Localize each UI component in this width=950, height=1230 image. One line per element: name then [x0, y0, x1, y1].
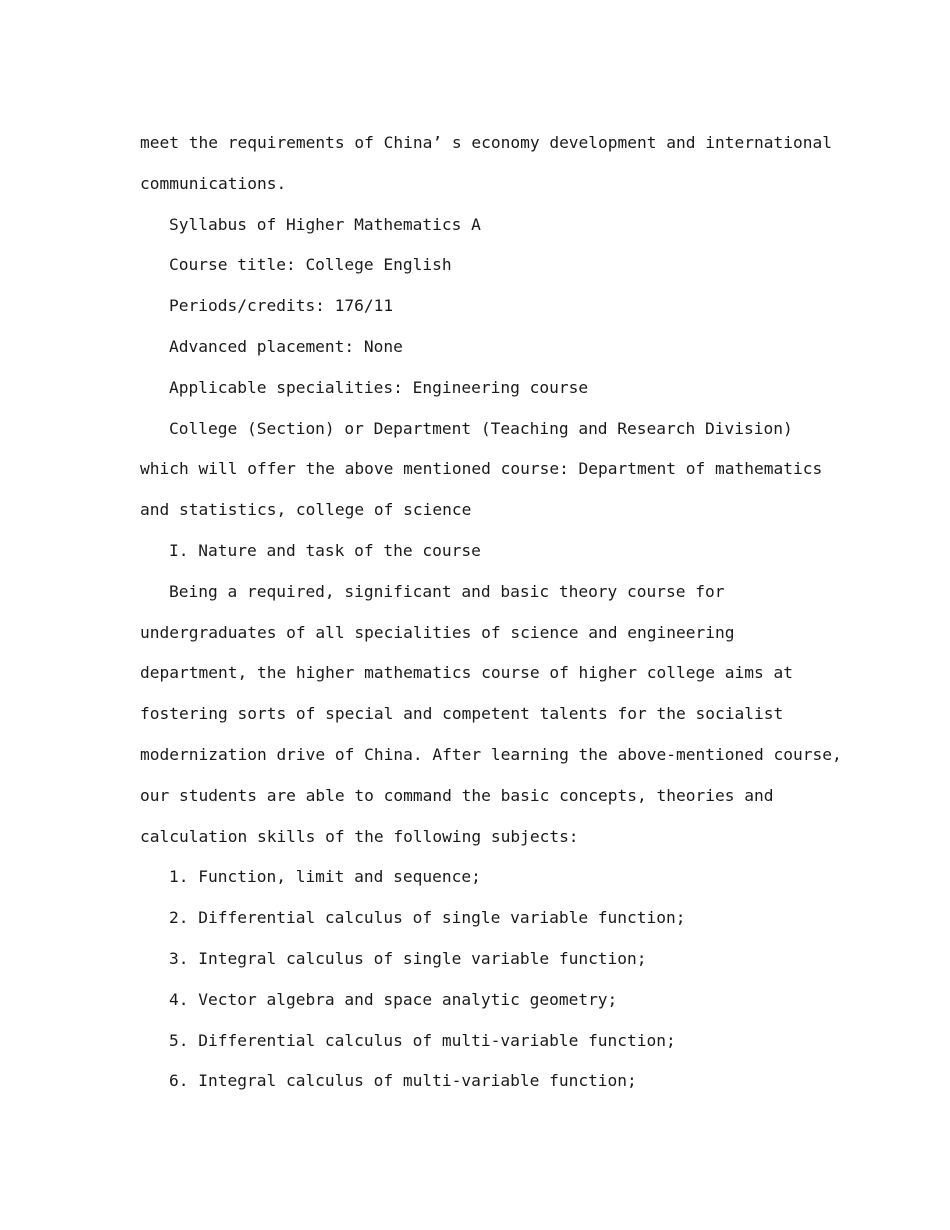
- text-line: our students are able to command the basic concepts, theories and: [140, 785, 774, 805]
- document-body: [140, 123, 842, 1102]
- text-line: fostering sorts of special and competent talents for the socialist: [140, 704, 784, 724]
- text-line: undergraduates of all specialities of science and engineering: [140, 622, 735, 642]
- section-heading: I. Nature and task of the course: [169, 540, 481, 560]
- list-item: 5. Differential calculus of multi-variable function;: [169, 1030, 676, 1050]
- text-line: calculation skills of the following subjects:: [140, 826, 579, 846]
- advanced-placement: Advanced placement: None: [169, 336, 403, 356]
- text-line: meet the requirements of China’ s economy development and international: [140, 133, 832, 152]
- list-item: 4. Vector algebra and space analytic geometry;: [169, 989, 618, 1009]
- periods-credits: Periods/credits: 176/11: [169, 296, 394, 316]
- offering-department: College (Section) or Department (Teaching and Research Division): [169, 418, 793, 438]
- list-item: 3. Integral calculus of single variable function;: [169, 948, 647, 968]
- list-item: 6. Integral calculus of multi-variable function;: [169, 1071, 637, 1091]
- list-item: 2. Differential calculus of single variable function;: [169, 908, 686, 928]
- text-line: department, the higher mathematics course of higher college aims at: [140, 663, 793, 683]
- syllabus-title: Syllabus of Higher Mathematics A: [169, 214, 481, 234]
- text-line: modernization drive of China. After learning the above-mentioned course,: [140, 744, 842, 764]
- list-item: 1. Function, limit and sequence;: [169, 867, 481, 887]
- applicable-specialities: Applicable specialities: Engineering course: [169, 377, 589, 397]
- text-line: which will offer the above mentioned course: Department of mathematics: [140, 459, 823, 479]
- text-line: communications.: [140, 173, 287, 193]
- course-title: Course title: College English: [169, 255, 452, 275]
- text-line: and statistics, college of science: [140, 500, 472, 520]
- paragraph-start: Being a required, significant and basic theory course for: [169, 581, 725, 601]
